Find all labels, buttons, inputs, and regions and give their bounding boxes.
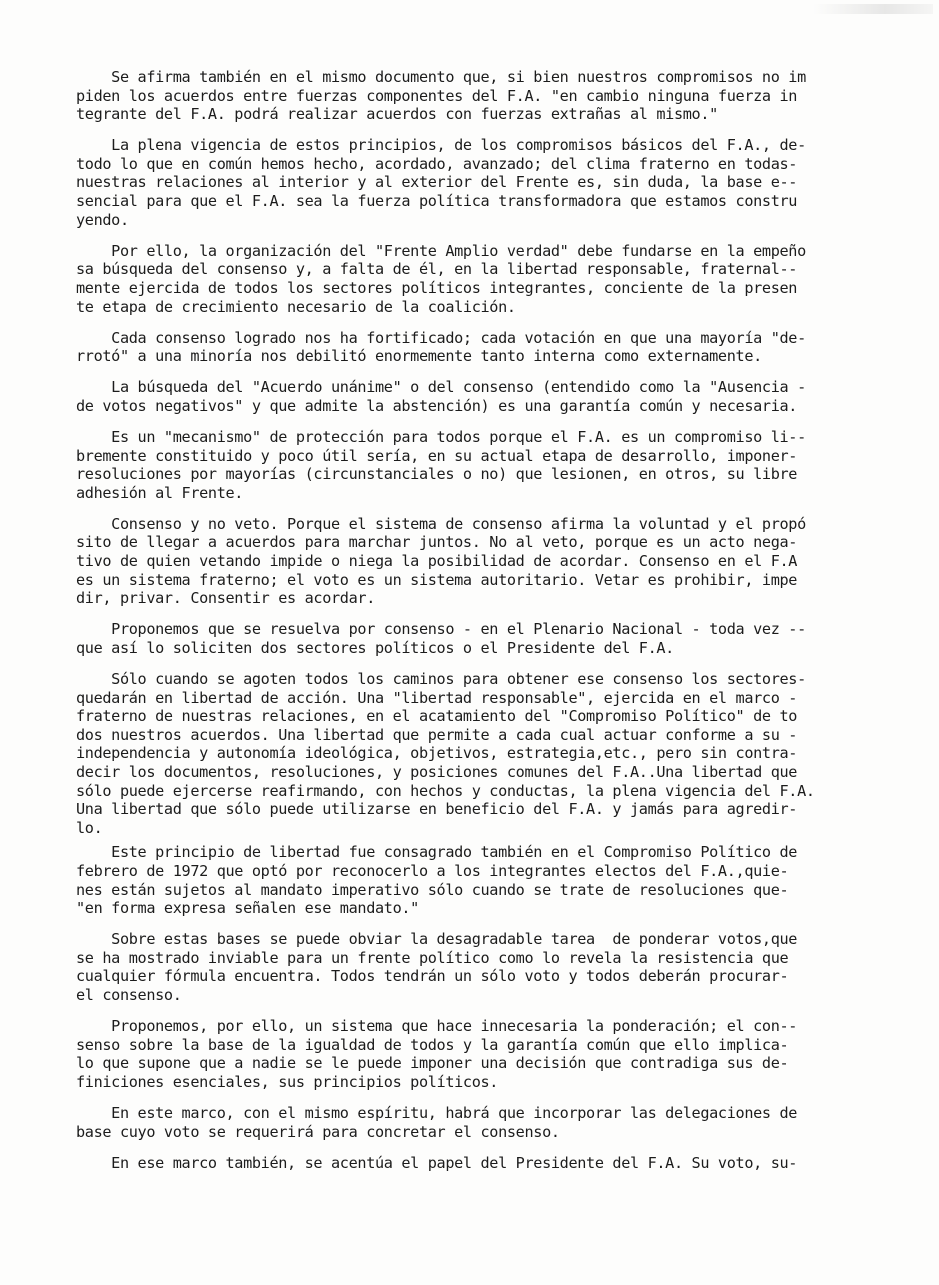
paragraph-1: Se afirma también en el mismo documento que, si bien nuestros compromisos no im piden los acuerdos entre fuerzas componentes del F.A. "en cambio ninguna fuerza in tegrante del F.A. podrá realizar acuerdos con fuerzas extrañas al mismo."	[76, 68, 806, 124]
paragraph-11: Sobre estas bases se puede obviar la desagradable tarea de ponderar votos,que se ha mostrado inviable para un frente político como lo revela la resistencia que cualquier fórmula encuentra. Todos tendrán un sólo voto y todos deberán procurar- el consenso.	[76, 930, 798, 1005]
paragraph-8: Proponemos que se resuelva por consenso - en el Plenario Nacional - toda vez -- que así lo soliciten dos sectores políticos o el Presidente del F.A.	[76, 620, 806, 657]
paragraph-7: Consenso y no veto. Porque el sistema de consenso afirma la voluntad y el propó sito de llegar a acuerdos para marchar juntos. No al veto, porque es un acto nega- tivo de quien vetando impide o niega la posibilidad de acordar. Consenso en el F.A es un sistema fraterno; el voto es un sistema autoritario. Vetar es prohibir, impe dir, privar. Consentir es acordar.	[76, 514, 806, 608]
scan-artifact	[813, 4, 933, 14]
paragraph-13: En este marco, con el mismo espíritu, habrá que incorporar las delegaciones de base cuyo voto se requerirá para concretar el consenso.	[76, 1104, 798, 1141]
paragraph-12: Proponemos, por ello, un sistema que hace innecesaria la ponderación; el con-- senso sobre la base de la igualdad de todos y la garantía común que ello implica- lo que supone que a nadie se le puede imponer una decisión que contradiga sus de- finiciones esenciales, sus principios políticos.	[76, 1017, 798, 1091]
paragraph-2: La plena vigencia de estos principios, de los compromisos básicos del F.A., de- todo lo que en común hemos hecho, acordado, avanzado; del clima fraterno en todas- nuestras relaciones al interior y al exterior del Frente es, sin duda, la base e-- sencial para que el F.A. sea la fuerza política transformadora que estamos constru yendo.	[76, 136, 806, 229]
paragraph-4: Cada consenso logrado nos ha fortificado; cada votación en que una mayoría "de- rrotó" a una minoría nos debilitó enormemente tanto interna como externamente.	[76, 328, 806, 366]
document-body	[76, 68, 896, 1185]
paragraph-3: Por ello, la organización del "Frente Amplio verdad" debe fundarse en la empeño sa búsqueda del consenso y, a falta de él, en la libertad responsable, fraternal-- mente ejercida de todos los sectores políticos integrantes, conciente de la presen te etapa de crecimiento necesario de la coalición.	[76, 241, 806, 316]
paragraph-14: En ese marco también, se acentúa el papel del Presidente del F.A. Su voto, su-	[76, 1153, 798, 1172]
paragraph-5: La búsqueda del "Acuerdo unánime" o del consenso (entendido como la "Ausencia - de votos negativos" y que admite la abstención) es una garantía común y necesaria.	[76, 378, 806, 415]
paragraph-6: Es un "mecanismo" de protección para todos porque el F.A. es un compromiso li-- bremente constituido y poco útil sería, en su actual etapa de desarrollo, imponer- resoluciones por mayorías (circunstanciales o no) que lesionen, en otros, su libre adhesión al Frente.	[76, 428, 806, 502]
paragraph-9: Sólo cuando se agoten todos los caminos para obtener ese consenso los sectores- quedarán en libertad de acción. Una "libertad responsable", ejercida en el marco - fraterno de nuestras relaciones, en el acatamiento del "Compromiso Político" de to dos nuestros acuerdos. Una libertad que permite a cada cual actuar conforme a su - independencia y autonomía ideológica, objetivos, estrategia,etc., pero sin contra- decir los documentos, resoluciones, y posiciones comunes del F.A..Una libertad que sólo puede ejercerse reafirmando, con hechos y conductas, la plena vigencia del F.A. Una libertad que sólo puede utilizarse en beneficio del F.A. y jamás para agredir- lo.	[76, 670, 815, 837]
paragraph-10: Este principio de libertad fue consagrado también en el Compromiso Político de febrero de 1972 que optó por reconocerlo a los integrantes electos del F.A.,quie- nes están sujetos al mandato imperativo sólo cuando se trate de resoluciones que- "en forma expresa señalen ese mandato."	[76, 843, 798, 918]
